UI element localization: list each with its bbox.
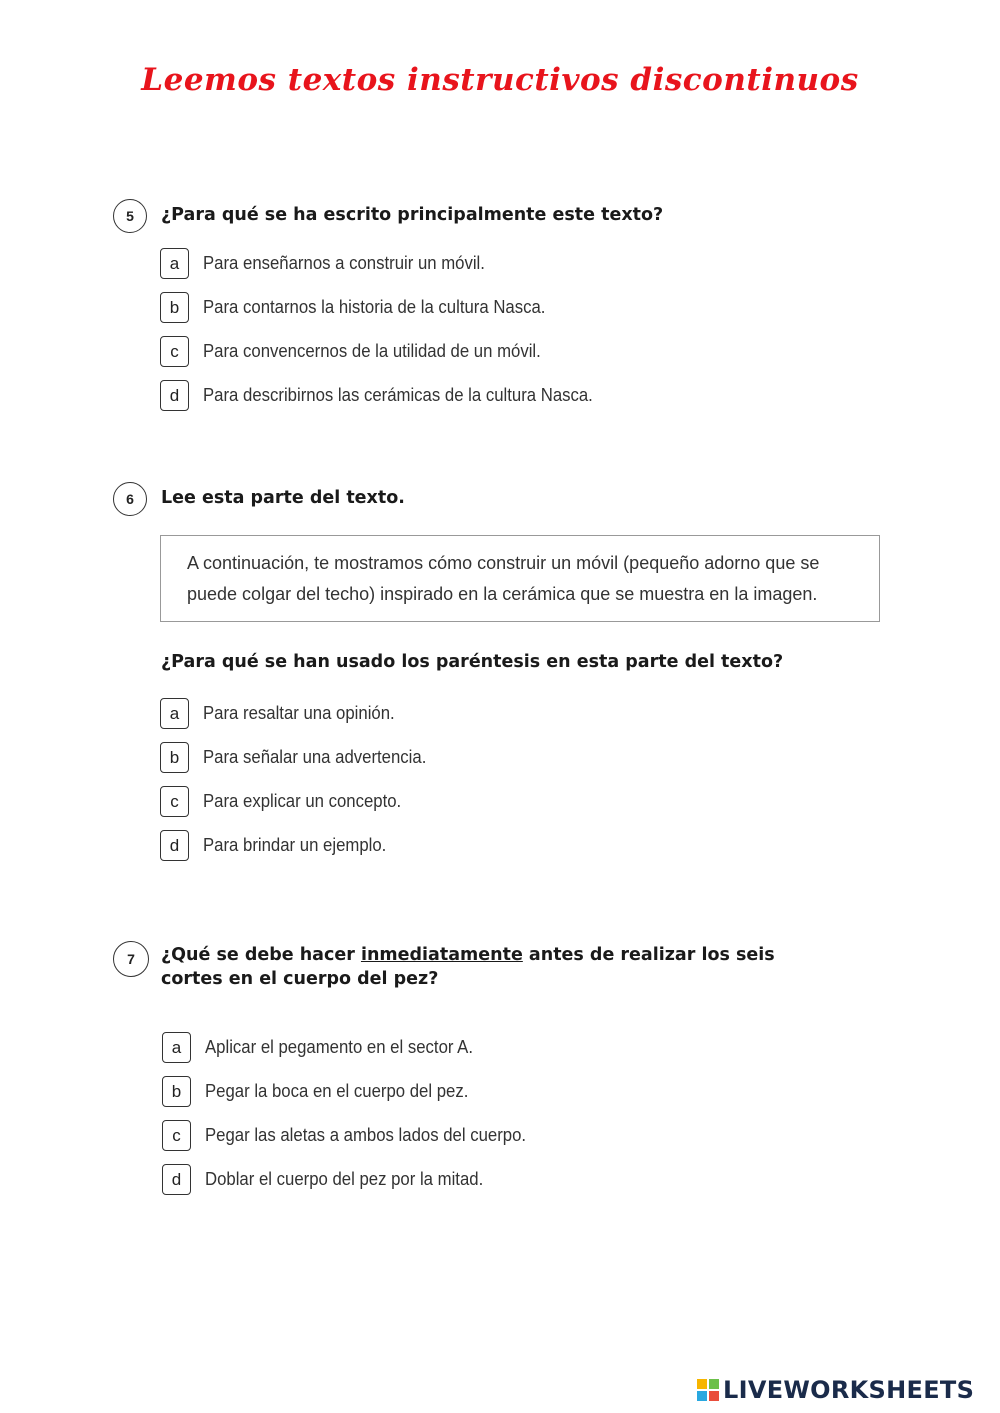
- option-text: Para enseñarnos a construir un móvil.: [203, 253, 485, 273]
- question-number-6: 6: [113, 482, 147, 516]
- q5-option-b[interactable]: [160, 292, 571, 323]
- question-7-emphasis: inmediatamente: [360, 945, 523, 965]
- option-letter-box[interactable]: c: [160, 786, 189, 817]
- logo-tile: [697, 1379, 707, 1389]
- q7-option-c[interactable]: [162, 1120, 550, 1151]
- option-text: Para describirnos las cerámicas de la cultura Nasca.: [203, 385, 593, 405]
- q6-option-b[interactable]: [160, 742, 443, 773]
- option-letter-box[interactable]: b: [162, 1076, 191, 1107]
- option-letter-box[interactable]: a: [160, 698, 189, 729]
- question-7-text: [161, 943, 841, 991]
- option-text: Para convencernos de la utilidad de un móvil.: [203, 341, 541, 361]
- logo-tile: [697, 1391, 707, 1401]
- q6-option-a[interactable]: [160, 698, 409, 729]
- page-title: Leemos textos instructivos discontinuos: [141, 62, 859, 98]
- option-letter-box[interactable]: b: [160, 742, 189, 773]
- q5-option-d[interactable]: [160, 380, 622, 411]
- question-7-text-start: ¿Qué se debe hacer: [161, 945, 361, 965]
- option-letter-box[interactable]: a: [162, 1032, 191, 1063]
- q7-option-d[interactable]: [162, 1164, 504, 1195]
- text-excerpt-box: A continuación, te mostramos cómo construir un móvil (pequeño adorno que se puede colgar del techo) inspirado en la cerámica que se muestra en la imagen.: [160, 535, 880, 622]
- option-letter-box[interactable]: a: [160, 248, 189, 279]
- logo-text: LIVEWORKSHEETS: [723, 1376, 975, 1404]
- option-letter-box[interactable]: d: [162, 1164, 191, 1195]
- option-letter-box[interactable]: c: [160, 336, 189, 367]
- q7-option-a[interactable]: [162, 1032, 493, 1063]
- option-text: Para resaltar una opinión.: [203, 703, 395, 723]
- question-6-text: ¿Para qué se han usado los paréntesis en esta parte del texto?: [161, 652, 784, 672]
- q6-option-d[interactable]: [160, 830, 400, 861]
- liveworksheets-logo: [697, 1376, 974, 1404]
- option-text: Pegar la boca en el cuerpo del pez.: [205, 1081, 469, 1101]
- option-text: Doblar el cuerpo del pez por la mitad.: [205, 1169, 484, 1189]
- option-letter-box[interactable]: c: [162, 1120, 191, 1151]
- option-letter-box[interactable]: b: [160, 292, 189, 323]
- logo-tile: [709, 1379, 719, 1389]
- q6-option-c[interactable]: [160, 786, 416, 817]
- question-6-intro: Lee esta parte del texto.: [161, 488, 405, 508]
- option-text: Aplicar el pegamento en el sector A.: [205, 1037, 473, 1057]
- q5-option-c[interactable]: [160, 336, 566, 367]
- question-5-text: ¿Para qué se ha escrito principalmente este texto?: [161, 205, 664, 225]
- option-text: Para señalar una advertencia.: [203, 747, 427, 767]
- option-letter-box[interactable]: d: [160, 380, 189, 411]
- logo-mark-icon: [697, 1379, 719, 1401]
- option-text: Para explicar un concepto.: [203, 791, 402, 811]
- option-text: Pegar las aletas a ambos lados del cuerpo.: [205, 1125, 527, 1145]
- logo-tile: [709, 1391, 719, 1401]
- q5-option-a[interactable]: [160, 248, 506, 279]
- q7-option-b[interactable]: [162, 1076, 488, 1107]
- question-number-7: 7: [113, 941, 149, 977]
- option-text: Para brindar un ejemplo.: [203, 835, 387, 855]
- option-text: Para contarnos la historia de la cultura Nasca.: [203, 297, 546, 317]
- question-number-5: 5: [113, 199, 147, 233]
- question-7-text-end: antes de realizar los seis cortes en el cuerpo del pez?: [161, 945, 775, 989]
- option-letter-box[interactable]: d: [160, 830, 189, 861]
